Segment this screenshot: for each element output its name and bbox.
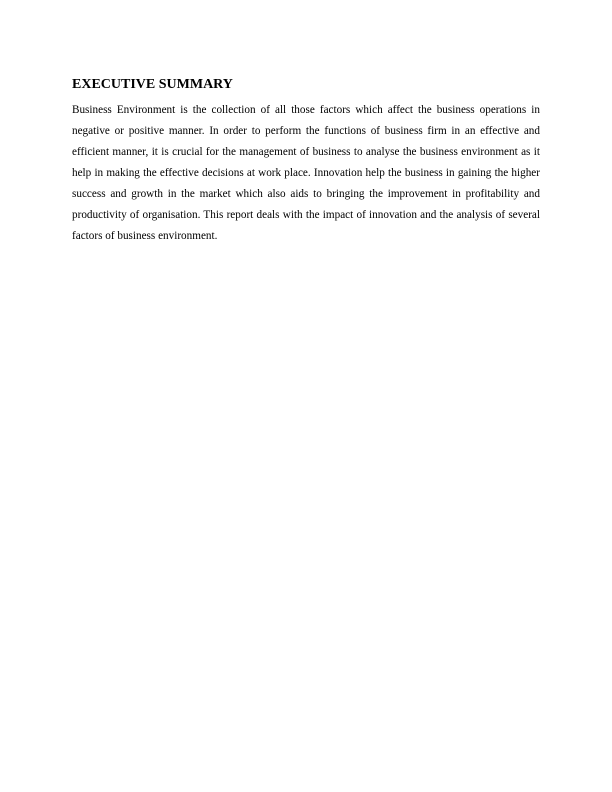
document-content [72,76,540,247]
summary-paragraph: Business Environment is the collection of all those factors which affect the business operations in negative or positive manner. In order to perform the functions of business firm in an effective and efficient manner, it is crucial for the management of business to analyse the business environment as it help in making the effective decisions at work place. Innovation help the business in gaining the higher success and growth in the market which also aids to bringing the improvement in profitability and productivity of organisation. This report deals with the impact of innovation and the analysis of several factors of business environment. [72,104,540,242]
section-heading: EXECUTIVE SUMMARY [72,77,233,92]
